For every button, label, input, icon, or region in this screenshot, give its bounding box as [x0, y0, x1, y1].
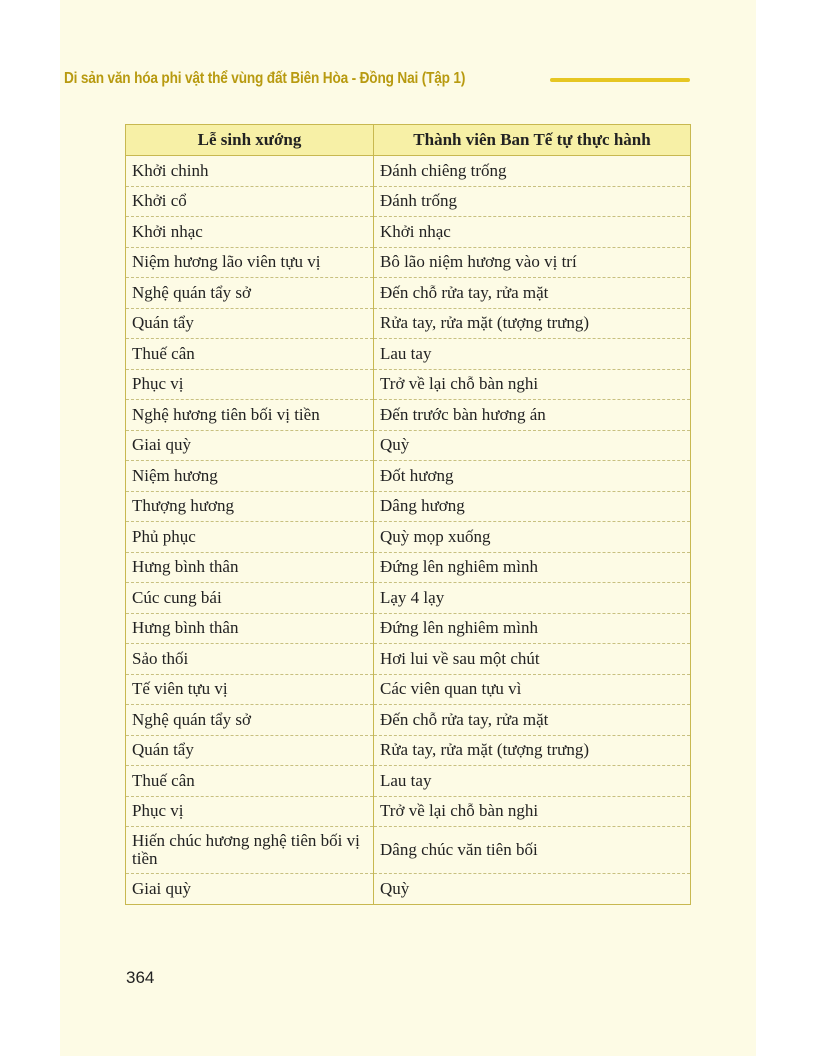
announcement-cell: Thuế cân	[126, 766, 374, 797]
table-row	[126, 339, 691, 370]
page-number: 364	[126, 968, 155, 987]
header-rule	[550, 78, 690, 82]
table-row	[126, 278, 691, 309]
announcement-cell: Phủ phục	[126, 522, 374, 553]
announcement-cell: Thuế cân	[126, 339, 374, 370]
table-row	[126, 430, 691, 461]
action-cell: Lạy 4 lạy	[374, 583, 691, 614]
action-cell: Rửa tay, rửa mặt (tượng trưng)	[374, 308, 691, 339]
action-cell: Hơi lui về sau một chút	[374, 644, 691, 675]
action-cell: Các viên quan tựu vì	[374, 674, 691, 705]
table-row	[126, 705, 691, 736]
table-row	[126, 461, 691, 492]
announcement-cell: Khởi chinh	[126, 156, 374, 187]
action-cell: Rửa tay, rửa mặt (tượng trưng)	[374, 735, 691, 766]
announcement-cell: Hiến chúc hương nghệ tiên bối vị tiền	[126, 827, 374, 874]
table-row	[126, 247, 691, 278]
table-row	[126, 735, 691, 766]
action-cell: Đến trước bàn hương án	[374, 400, 691, 431]
action-cell: Đứng lên nghiêm mình	[374, 613, 691, 644]
action-cell: Đến chỗ rửa tay, rửa mặt	[374, 278, 691, 309]
action-cell: Trở về lại chỗ bàn nghi	[374, 796, 691, 827]
table-row	[126, 644, 691, 675]
announcement-cell: Cúc cung bái	[126, 583, 374, 614]
table-row	[126, 613, 691, 644]
table-header-row	[126, 125, 691, 156]
table-row	[126, 369, 691, 400]
table-row	[126, 796, 691, 827]
table-row	[126, 874, 691, 905]
announcement-cell: Nghệ quán tẩy sở	[126, 705, 374, 736]
table-row	[126, 674, 691, 705]
table-row	[126, 766, 691, 797]
table-body	[126, 156, 691, 905]
action-cell: Quỳ mọp xuống	[374, 522, 691, 553]
action-cell: Dâng hương	[374, 491, 691, 522]
announcement-cell: Phục vị	[126, 796, 374, 827]
table-row	[126, 491, 691, 522]
column-header-1: Lễ sinh xướng	[126, 125, 374, 156]
action-cell: Quỳ	[374, 430, 691, 461]
table-row	[126, 186, 691, 217]
action-cell: Quỳ	[374, 874, 691, 905]
table-row	[126, 522, 691, 553]
announcement-cell: Sảo thối	[126, 644, 374, 675]
announcement-cell: Quán tẩy	[126, 735, 374, 766]
action-cell: Bô lão niệm hương vào vị trí	[374, 247, 691, 278]
table-row	[126, 552, 691, 583]
table-row	[126, 217, 691, 248]
announcement-cell: Phục vị	[126, 369, 374, 400]
announcement-cell: Niệm hương lão viên tựu vị	[126, 247, 374, 278]
action-cell: Dâng chúc văn tiên bối	[374, 827, 691, 874]
action-cell: Đến chỗ rửa tay, rửa mặt	[374, 705, 691, 736]
announcement-cell: Giai quỳ	[126, 874, 374, 905]
announcement-cell: Quán tẩy	[126, 308, 374, 339]
announcement-cell: Tế viên tựu vị	[126, 674, 374, 705]
action-cell: Đánh chiêng trống	[374, 156, 691, 187]
announcement-cell: Giai quỳ	[126, 430, 374, 461]
action-cell: Khởi nhạc	[374, 217, 691, 248]
table-row	[126, 400, 691, 431]
table-row	[126, 308, 691, 339]
announcement-cell: Thượng hương	[126, 491, 374, 522]
announcement-cell: Nghệ quán tẩy sở	[126, 278, 374, 309]
table-row	[126, 583, 691, 614]
table-row	[126, 156, 691, 187]
action-cell: Lau tay	[374, 339, 691, 370]
running-header: Di sản văn hóa phi vật thể vùng đất Biên Hòa - Đồng Nai (Tập 1)	[64, 70, 466, 87]
action-cell: Lau tay	[374, 766, 691, 797]
announcement-cell: Hưng bình thân	[126, 613, 374, 644]
announcement-cell: Nghệ hương tiên bối vị tiền	[126, 400, 374, 431]
announcement-cell: Khởi nhạc	[126, 217, 374, 248]
announcement-cell: Hưng bình thân	[126, 552, 374, 583]
announcement-cell: Khởi cổ	[126, 186, 374, 217]
action-cell: Trở về lại chỗ bàn nghi	[374, 369, 691, 400]
action-cell: Đánh trống	[374, 186, 691, 217]
table-row	[126, 827, 691, 874]
announcement-cell: Niệm hương	[126, 461, 374, 492]
ritual-table	[125, 124, 691, 905]
column-header-2: Thành viên Ban Tế tự thực hành	[374, 125, 691, 156]
action-cell: Đứng lên nghiêm mình	[374, 552, 691, 583]
action-cell: Đốt hương	[374, 461, 691, 492]
